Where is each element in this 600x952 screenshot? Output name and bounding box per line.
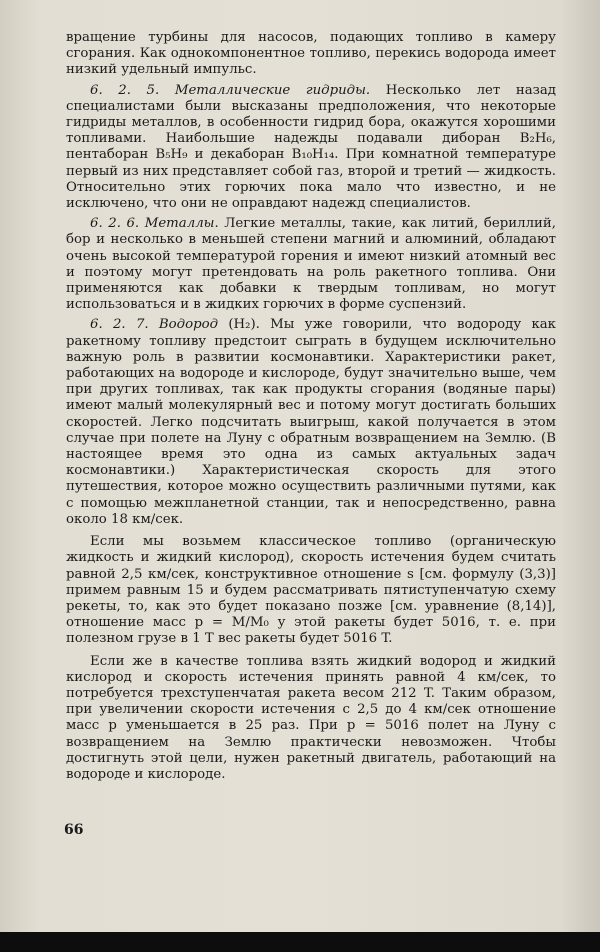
section-heading: 6. 2. 7. Водород (90, 317, 219, 333)
paragraph-text: Если же в качестве топлива взять жидкий водород и жидкий кислород и скорость истечения принять равной 4 км/сек, то потребуется трехступенчатая ракета весом 212 T. Таким образом, при увеличении скорости истечения с 2,5 до 4 км/сек отношение масс p уменьшается в 25 раз. При p = 5016 полет на Луну с возвращением на Землю практически невозможен. Чтобы достигнуть этой цели, нужен ракетный двигатель, работающий на водороде и кислороде. (66, 653, 556, 782)
paragraph-text: вращение турбины для насосов, подающих топливо в камеру сгорания. Как однокомпонентное топливо, перекись водорода имеет низкий удельный импульс. (66, 30, 556, 78)
scan-edge (0, 932, 600, 952)
paragraph-text: Если мы возьмем классическое топливо (органическую жидкость и жидкий кислород), скорость истечения будем считать равной 2,5 км/сек, конструктивное отношение s [см. формулу (3,3)] примем равным 15 и будем рассматривать пятиступенчатую схему рекеты, то, как это будет показано позже [см. уравнение (8,14)], отношение масс p = M/M₀ у этой ракеты будет 5016, т. е. при полезном грузе в 1 T вес ракеты будет 5016 T. (66, 534, 556, 647)
paragraph-liquid-hydrogen (66, 654, 556, 784)
paragraph-metals (66, 216, 556, 313)
paragraph-text: (H₂). Мы уже говорили, что водороду как ракетному топливу предстоит сыграть в будущем исключительно важную роль в развитии космонавтики. Характеристики ракет, работающих на водороде и кислороде, будут значительно выше, чем при других топливах, так как продукты сгорания (водяные пары) имеют малый молекулярный вес и потому могут достигать больших скоростей. Легко подсчитать выигрыш, какой получается в этом случае при полете на Луну с обратным возвращением на Землю. (В настоящее время это одна из самых актуальных задач космонавтики.) Характеристическая скорость для этого путешествия, которое можно осуществить различными путями, как с помощью межпланетной станции, так и непосредственно, равна около 18 км/сек. (66, 317, 556, 527)
paragraph-text: Несколько лет назад специалистами были высказаны предположения, что некоторые гидриды металлов, в особенности гидрид бора, окажутся хорошими топливами. Наибольшие надежды подавали диборан B₂H₆, пентаборан B₅H₉ и декаборан B₁₀H₁₄. При комнатной температуре первый из них представляет собой газ, второй и третий — жидкость. Относительно этих горючих пока мало что известно, и не исключено, что они не оправдают надежд специалистов. (66, 82, 556, 212)
paragraph-turbine (66, 30, 556, 79)
section-heading: 6. 2. 6. Металлы. (90, 216, 219, 232)
section-heading: 6. 2. 5. Металлические гидриды. (90, 82, 371, 98)
page-text (66, 30, 556, 783)
paragraph-text: Легкие металлы, такие, как литий, бериллий, бор и несколько в меньшей степени магний и алюминий, обладают очень высокой температурой горения и имеют низкий атомный вес и поэтому могут претендовать на роль ракетного топлива. Они применяются как добавки к твердым топливам, но могут использоваться и в жидких горючих в форме суспензий. (66, 216, 556, 313)
paragraph-metal-hydrides (66, 83, 556, 213)
paragraph-classic-fuel (66, 534, 556, 647)
paragraph-hydrogen (66, 317, 556, 528)
page-number: 66 (64, 822, 84, 838)
